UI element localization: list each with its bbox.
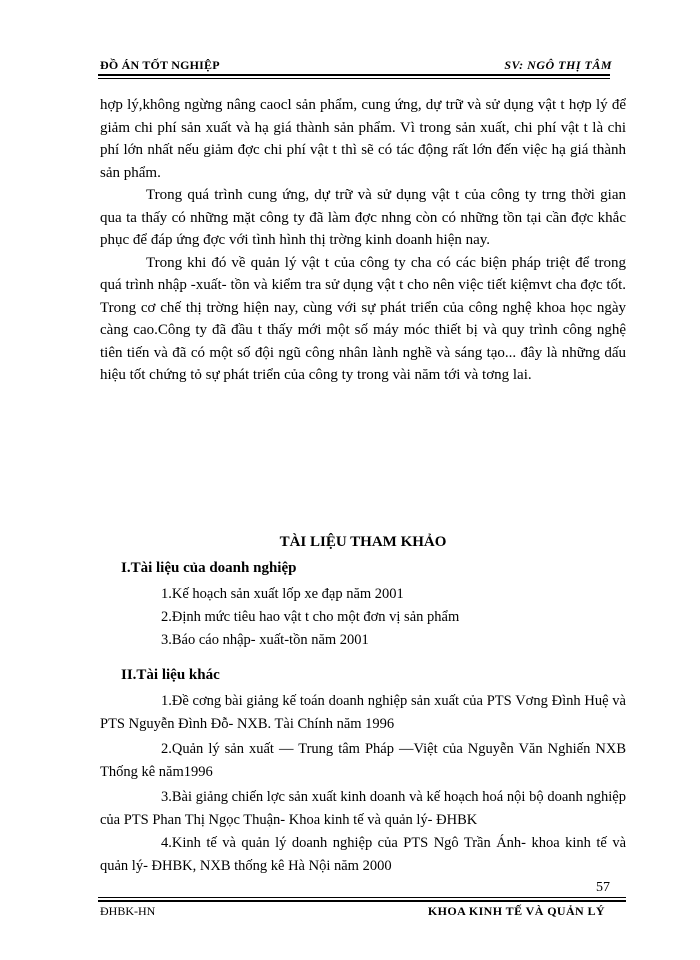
reference-item: 3.Bài giảng chiến lợc sản xuất kinh doanh và kế hoạch hoá nội bộ doanh nghiệp của PTS Phan Thị Ngọc Thuận- Khoa kinh tế và quản lý- ĐHBK <box>100 789 626 828</box>
reference-item: 4.Kinh tế và quản lý doanh nghiệp của PTS Ngô Trần Ánh- khoa kinh tế và quản lý- ĐHBK, NXB thống kê Hà Nội năm 2000 <box>100 835 626 874</box>
reference-item: 2.Quản lý sản xuất — Trung tâm Pháp —Việt của Nguyễn Văn Nghiến NXB Thống kê năm1996 <box>100 741 626 780</box>
footer-left: ĐHBK-HN <box>100 904 156 918</box>
reference-item: 2.Định mức tiêu hao vật t cho một đơn vị sản phẩm <box>161 609 460 625</box>
references-section-heading: II.Tài liệu khác <box>121 667 220 683</box>
header-right: SV: NGÔ THỊ TÂM <box>504 58 612 72</box>
paragraph: Trong khi đó về quản lý vật t của công ty cha có các biện pháp triệt để trong quá trình nhập -xuất- tồn và kiểm tra sử dụng vật t cho nên việc tiết kiệmvt cha đợc tốt. Trong cơ chế thị trờng hiện nay, cùng với sự phát triển của công nghệ khoa học ngày càng cao.Công ty đã đầu t thấy mới một số máy móc thiết bị và quy trình công nghệ tiên tiến và đã có một số đội ngũ công nhân lành nghề và sáng tạo... đây là những dấu hiệu tốt chứng tỏ sự phát triển của công ty trong vài năm tới và tơng lai. <box>100 254 626 383</box>
paragraph: hợp lý,không ngừng nâng caocl sản phẩm, cung ứng, dự trữ và sử dụng vật t hợp lý để giảm chi phí sản xuất và hạ giá thành sản phẩm. Vì trong sản xuất, chi phí vật t là chi phí lớn nhất nếu giảm đợc chi phí vật t thì sẽ có tác động rất lớn đến việc hạ giá thành sản phẩm. <box>100 97 626 181</box>
footer-rule <box>98 900 626 902</box>
header-left: ĐỒ ÁN TỐT NGHIỆP <box>100 58 220 72</box>
footer-rule-thin <box>98 897 626 898</box>
page-number: 57 <box>596 880 610 895</box>
reference-item: 3.Báo cáo nhập- xuất-tồn năm 2001 <box>161 632 369 648</box>
paragraph: Trong quá trình cung ứng, dự trữ và sử dụng vật t của công ty trng thời gian qua ta thấy có những mặt công ty đã làm đợc nhng còn có những tồn tại cần đợc khắc phục để đáp ứng đợc với tình hình thị trờng kinh doanh hiện nay. <box>100 187 626 248</box>
reference-item: 1.Đề cơng bài giảng kế toán doanh nghiệp sản xuất của PTS Vơng Đình Huệ và PTS Nguyễn Đình Đỗ- NXB. Tài Chính năm 1996 <box>100 693 626 732</box>
footer-right: KHOA KINH TẾ VÀ QUẢN LÝ <box>427 904 605 918</box>
header-rule <box>98 74 610 76</box>
references-title: TÀI LIỆU THAM KHẢO <box>279 534 447 550</box>
body-text <box>100 94 626 387</box>
header-rule-thin <box>98 78 610 79</box>
reference-item: 1.Kế hoạch sản xuất lốp xe đạp năm 2001 <box>161 586 404 602</box>
references-section-heading: I.Tài liệu của doanh nghiệp <box>121 560 297 576</box>
